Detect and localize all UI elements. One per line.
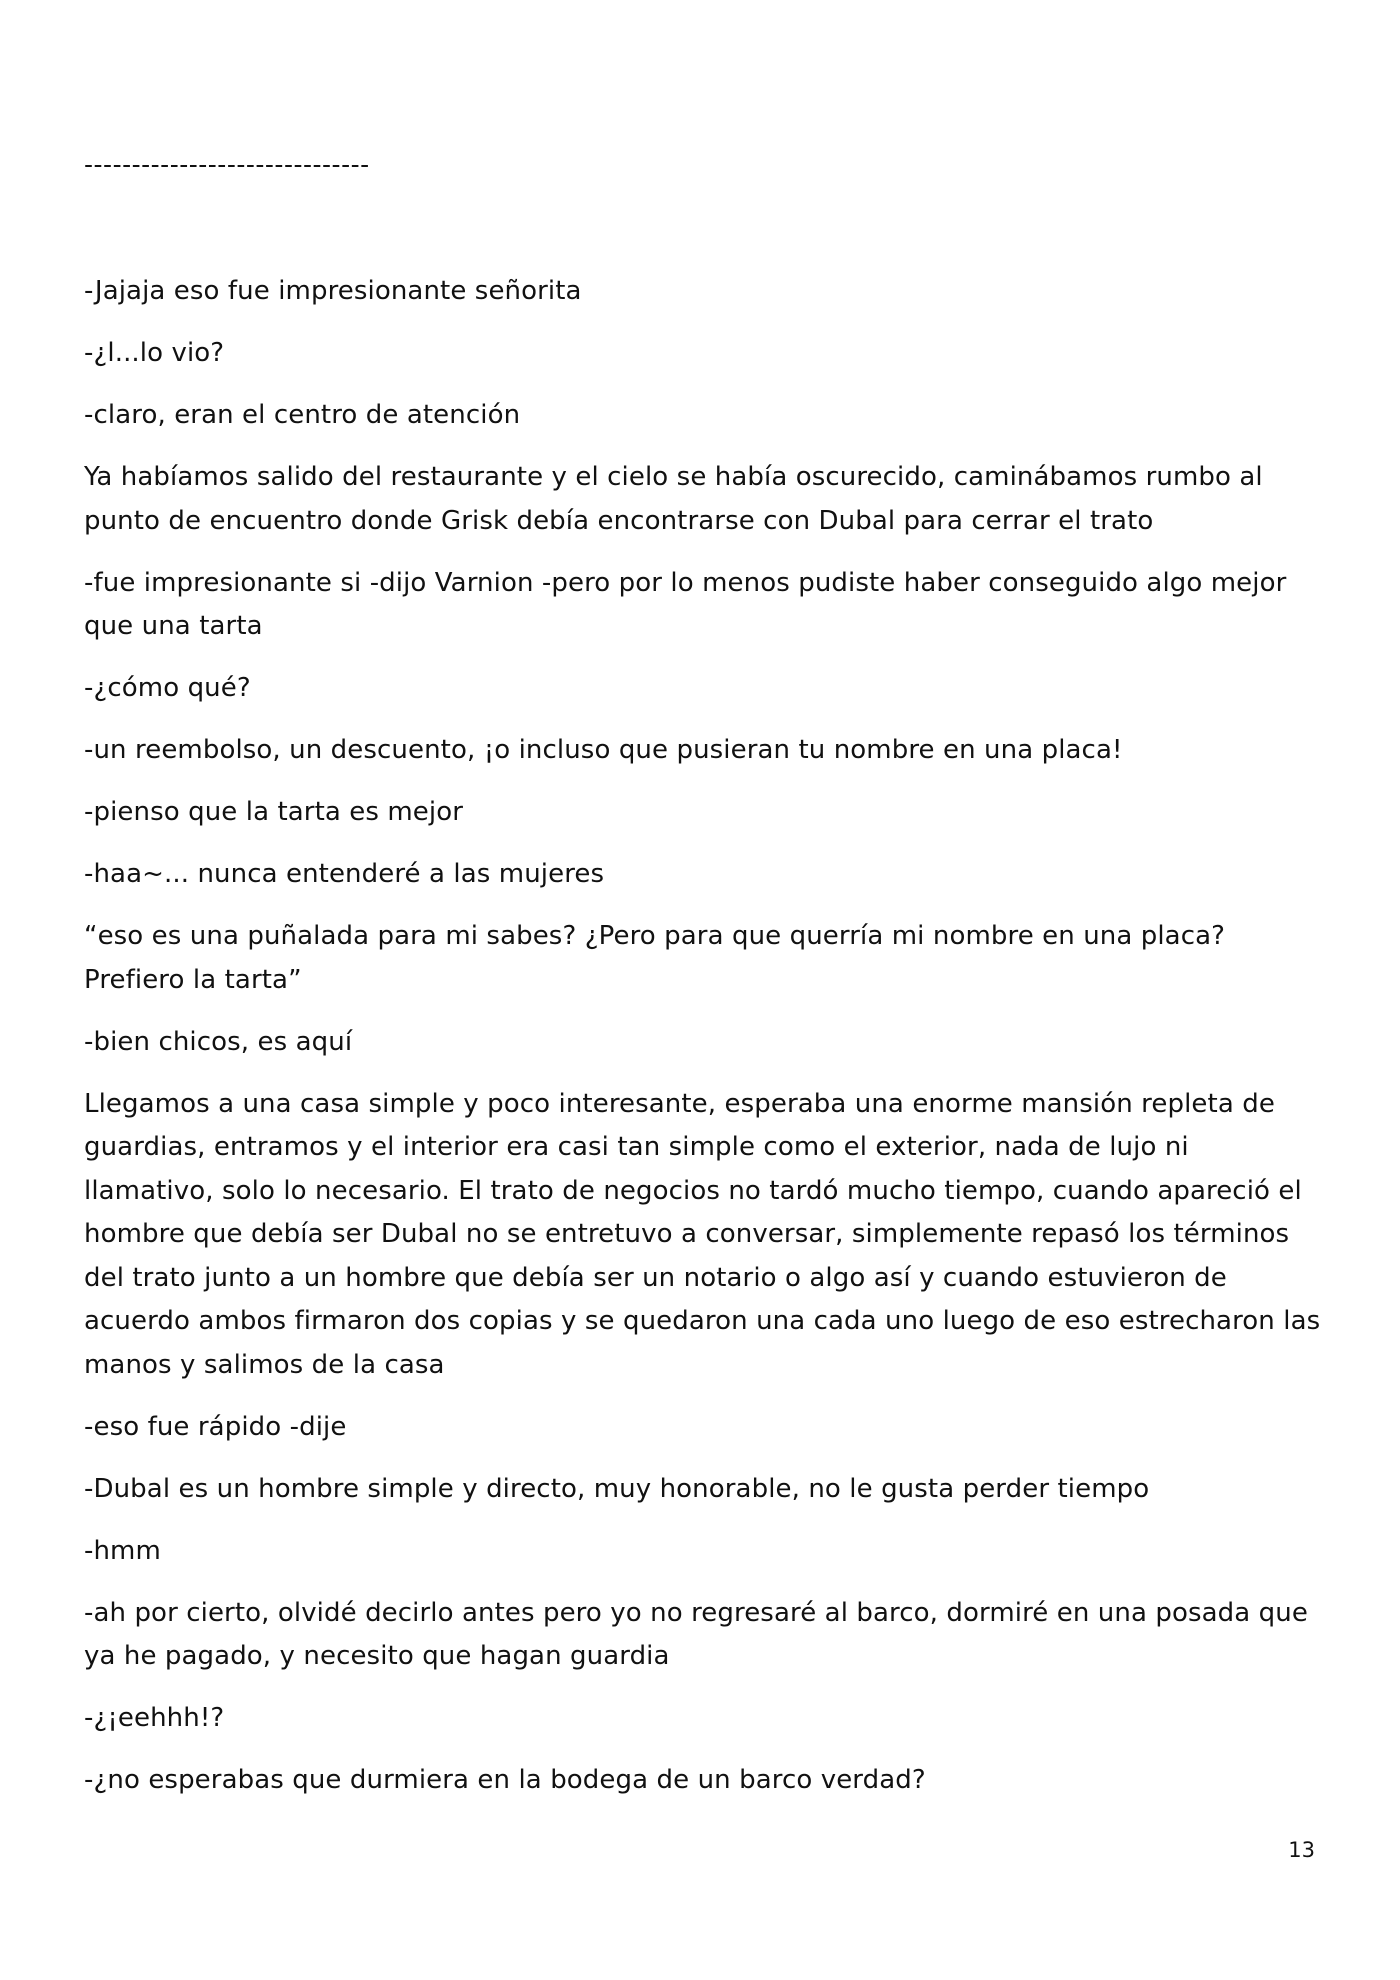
paragraph: -fue impresionante si -dijo Varnion -pero por lo menos pudiste haber conseguido algo mejor que una tarta — [84, 567, 1287, 641]
paragraph: Llegamos a una casa simple y poco interesante, esperaba una enorme mansión repleta de guardias, entramos y el interior era casi tan simple como el exterior, nada de lujo ni llamativo, solo lo necesario. El trato de negocios no tardó mucho tiempo, cuando apareció el hombre que debía ser Dubal no se entretuvo a conversar, simplemente repasó los términos del trato junto a un hombre que debía ser un notario o algo así y cuando estuvieron de acuerdo ambos firmaron dos copias y se quedaron una cada uno luego de eso estrecharon las manos y salimos de la casa — [84, 1088, 1321, 1380]
paragraph: -ah por cierto, olvidé decirlo antes pero yo no regresaré al barco, dormiré en una posada que ya he pagado, y necesito que hagan guardia — [84, 1597, 1308, 1671]
paragraph: -¿cómo qué? — [84, 673, 251, 703]
paragraph: -Dubal es un hombre simple y directo, muy honorable, no le gusta perder tiempo — [84, 1473, 1150, 1504]
page-number: 13 — [1288, 1838, 1315, 1862]
paragraph: -pienso que la tarta es mejor — [84, 797, 464, 827]
paragraph: -haa~... nunca entenderé a las mujeres — [84, 859, 605, 889]
paragraph: Ya habíamos salido del restaurante y el cielo se había oscurecido, caminábamos rumbo al punto de encuentro donde Grisk debía encontrarse con Dubal para cerrar el trato — [84, 462, 1263, 536]
paragraph: -claro, eran el centro de atención — [84, 400, 521, 430]
paragraph: -un reembolso, un descuento, ¡o incluso que pusieran tu nombre en una placa! — [84, 735, 1123, 765]
paragraph: “eso es una puñalada para mi sabes? ¿Pero para que querría mi nombre en una placa? Prefiero la tarta” — [84, 921, 1226, 995]
paragraph: -¿¡eehhh!? — [84, 1703, 225, 1733]
paragraph: -eso fue rápido -dije — [84, 1411, 347, 1442]
paragraph: -¿l...lo vio? — [84, 338, 225, 368]
paragraph: -Jajaja eso fue impresionante señorita — [84, 276, 582, 306]
paragraph: -hmm — [84, 1535, 161, 1566]
scene-separator: ------------------------------ — [84, 150, 370, 179]
paragraph: -bien chicos, es aquí — [84, 1026, 353, 1057]
paragraph: -¿no esperabas que durmiera en la bodega de un barco verdad? — [84, 1765, 926, 1795]
story-text — [84, 270, 1324, 1821]
